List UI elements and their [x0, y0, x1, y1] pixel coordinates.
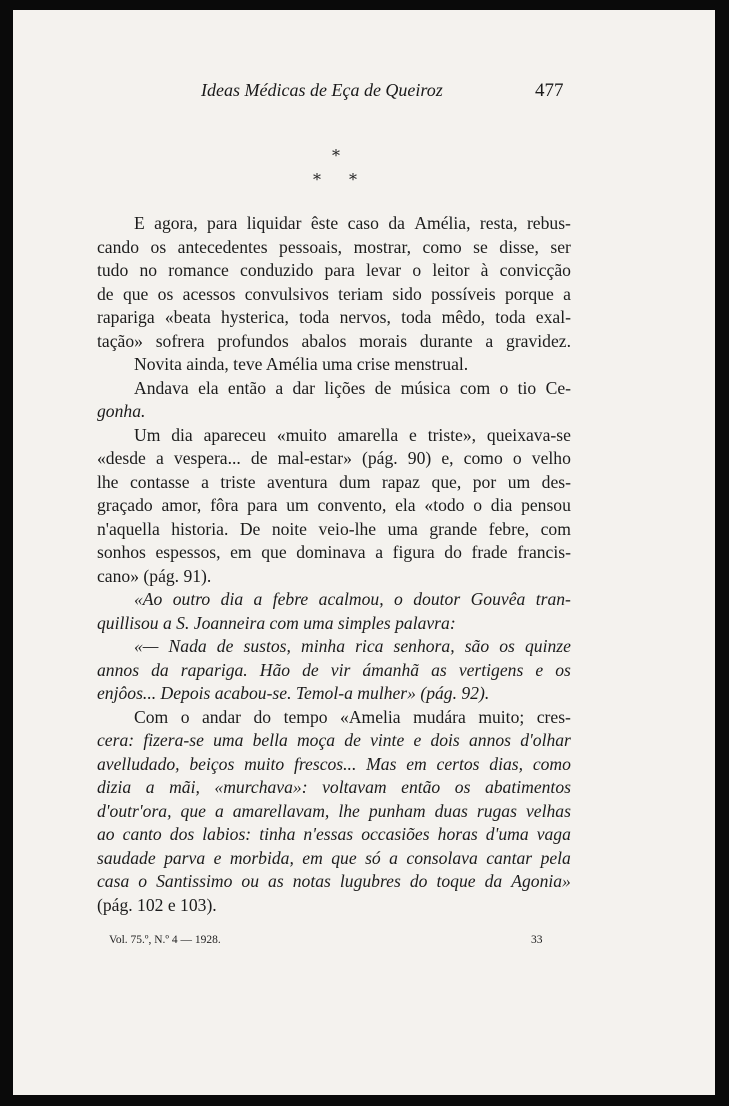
text-line: enjôos... Depois acabou-se. Temol-a mulher» (pág. 92). [97, 683, 490, 703]
text-line: lhe contasse a triste aventura dum rapaz que, por um des- [97, 471, 571, 492]
text-line: sonhos espessos, em que dominava a figura do frade francis- [97, 542, 571, 562]
separator-star: * [332, 146, 340, 165]
text-line: Andava ela então a dar lições de música com o tio Ce- [134, 377, 571, 398]
text-line: avelludado, beiços muito frescos... Mas em certos dias, como [97, 753, 571, 774]
text-line: annos da rapariga. Hão de vir ámanhã as vertigens e os [97, 659, 571, 680]
text-line: «Ao outro dia a febre acalmou, o doutor Gouvêa tran- [134, 589, 571, 609]
text-line: n'aquella historia. De noite veio-lhe uma grande febre, com [97, 518, 571, 539]
text-line: Um dia apareceu «muito amarella e triste», queixava-se [134, 424, 571, 445]
signature-mark: 33 [531, 934, 543, 946]
text-line: quillisou a S. Joanneira com uma simples palavra: [97, 612, 456, 633]
text-line: (pág. 102 e 103). [97, 894, 217, 915]
volume-info: Vol. 75.º, N.º 4 — 1928. [109, 934, 221, 946]
text-line: rapariga «beata hysterica, toda nervos, toda mêdo, toda exal- [97, 307, 571, 327]
text-line: cano» (pág. 91). [97, 565, 212, 586]
running-title: Ideas Médicas de Eça de Queiroz [201, 80, 443, 100]
text-line: E agora, para liquidar êste caso da Amélia, resta, rebus- [134, 213, 571, 233]
text-line: casa o Santissimo ou as notas lugubres do toque da Agonia» [97, 871, 571, 891]
text-line: gonha. [97, 401, 146, 421]
text-line: dizia a mãi, «murchava»: voltavam então os abatimentos [97, 777, 571, 797]
text-line: Com o andar do tempo «Amelia mudára muito; cres- [134, 706, 571, 727]
text-line: de que os acessos convulsivos teriam sido possíveis porque a [97, 283, 571, 304]
text-line: cando os antecedentes pessoais, mostrar, como se disse, ser [97, 236, 571, 257]
separator-star: * [313, 170, 321, 189]
page [13, 10, 715, 1095]
section-separator [13, 146, 715, 196]
text-line: tação» sofrera profundos abalos morais durante a gravidez. [97, 330, 571, 351]
separator-star: * [349, 170, 357, 189]
body-text [97, 212, 571, 917]
text-line: d'outr'ora, que a amarellavam, lhe punham duas rugas velhas [97, 800, 571, 821]
page-number: 477 [535, 80, 564, 101]
text-line: Novita ainda, teve Amélia uma crise menstrual. [134, 354, 469, 374]
text-line: cera: fizera-se uma bella moça de vinte e dois annos d'olhar [97, 730, 571, 750]
running-header [13, 80, 715, 110]
text-line: graçado amor, fôra para um convento, ela «todo o dia pensou [97, 495, 571, 515]
page-footer [109, 934, 569, 954]
text-line: ao canto dos labios: tinha n'essas occasiões horas d'uma vaga [97, 824, 571, 844]
text-line: tudo no romance conduzido para levar o leitor à convicção [97, 260, 571, 280]
text-line: «— Nada de sustos, minha rica senhora, são os quinze [134, 636, 571, 656]
text-line: saudade parva e morbida, em que só a consolava cantar pela [97, 847, 571, 868]
text-line: «desde a vespera... de mal-estar» (pág. 90) e, como o velho [97, 448, 571, 468]
